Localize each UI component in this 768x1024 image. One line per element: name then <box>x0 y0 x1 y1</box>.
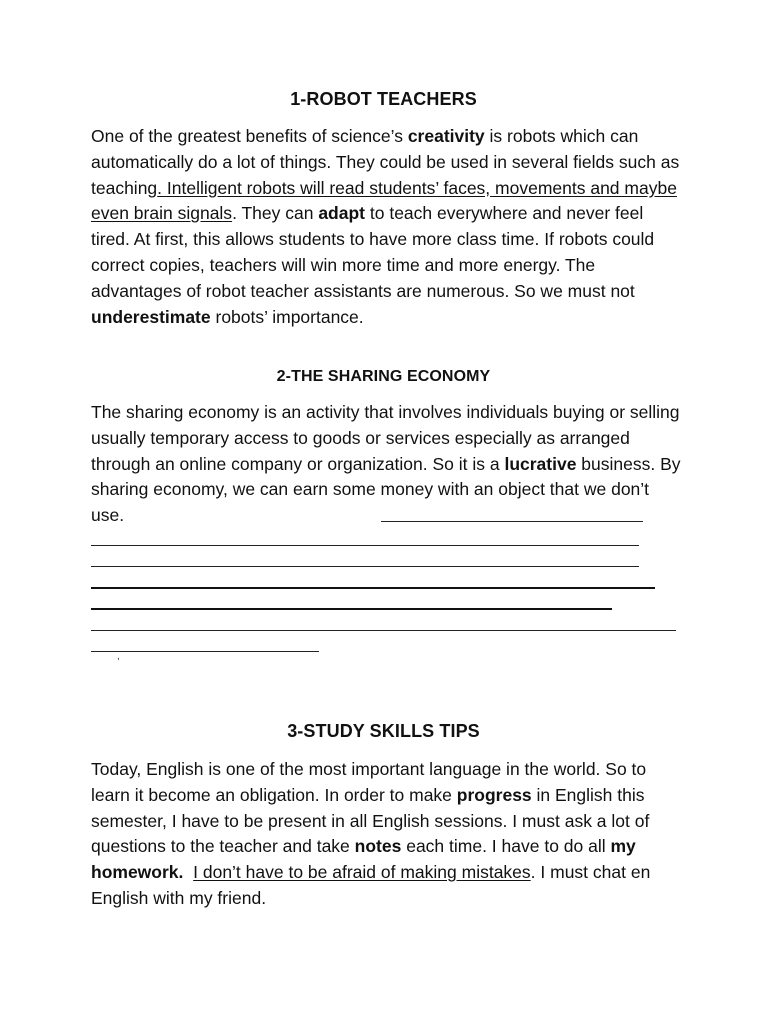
text-segment: in English this semester, I have to be present in all English sessions. I must ask a lot of questions to the teacher and take <box>91 784 650 857</box>
text-segment: business. By sharing economy, we can earn some money with an object that we don’t use. <box>91 453 681 526</box>
answer-line <box>91 630 676 631</box>
bold-term-progress: progress <box>456 784 532 805</box>
answer-line <box>91 545 639 546</box>
text-segment: to teach everywhere and never feel tired. At first, this allows students to have more class time. If robots could correct copies, teachers will win more time and more energy. The advantages of robot teacher assistants are numerous. So we must not <box>91 203 655 301</box>
bold-term-creativity: creativity <box>407 126 485 146</box>
text-segment: robots’ importance. <box>210 306 364 327</box>
paragraph-robot-teachers <box>91 124 681 330</box>
text-segment: . I must chat en English with my friend. <box>91 862 651 908</box>
answer-line <box>91 587 655 589</box>
answer-line <box>91 566 639 567</box>
text-segment: . They can <box>232 203 319 224</box>
bold-term-notes: notes <box>354 836 402 857</box>
section-title-study-skills: 3-STUDY SKILLS TIPS <box>287 721 480 741</box>
paragraph-sharing-economy <box>91 400 681 529</box>
stray-mark: , <box>117 651 120 662</box>
bold-term-homework: my homework. <box>91 836 636 883</box>
paragraph-study-skills <box>91 757 681 912</box>
text-segment: is robots which can automatically do a lot of things. They could be used in several fields such as teaching <box>91 126 680 198</box>
underlined-sentence: . Intelligent robots will read students’ faces, movements and maybe even brain signals <box>91 177 677 224</box>
answer-line <box>91 651 319 652</box>
section-title-robot-teachers: 1-ROBOT TEACHERS <box>290 89 477 109</box>
text-segment: each time. I have to do all <box>401 836 611 857</box>
answer-line <box>381 521 643 522</box>
bold-term-underestimate: underestimate <box>91 306 211 327</box>
underlined-sentence: I don’t have to be afraid of making mistakes <box>193 862 531 883</box>
answer-line <box>91 608 612 610</box>
text-segment: One of the greatest benefits of science’s <box>91 126 408 146</box>
text-segment: Today, English is one of the most important language in the world. So to learn it become an obligation. In order to make <box>91 759 647 805</box>
section-title-sharing-economy: 2-THE SHARING ECONOMY <box>276 368 491 385</box>
text-segment <box>183 862 193 882</box>
text-segment: The sharing economy is an activity that involves individuals buying or selling usually temporary access to goods or services especially as arranged through an online company or organization. So it is a <box>91 402 680 474</box>
bold-term-lucrative: lucrative <box>504 453 577 474</box>
bold-term-adapt: adapt <box>318 203 366 224</box>
